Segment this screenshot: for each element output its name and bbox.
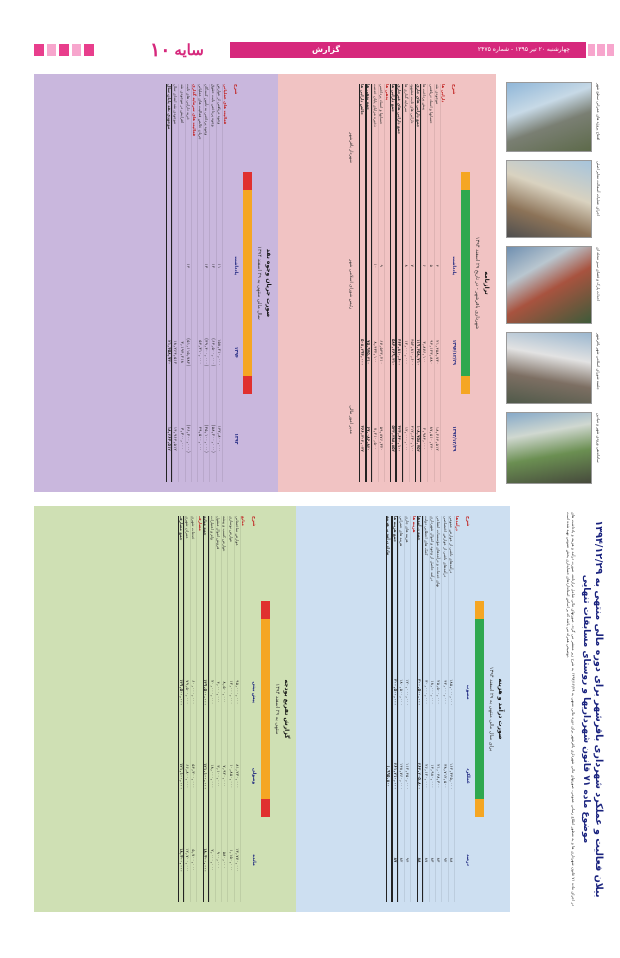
row-value: ۷ [409, 264, 415, 267]
row-label: دارایی های ثابت مشهود [409, 84, 415, 124]
row-label: جمع دارایی ها [390, 84, 396, 113]
row-value: ۷,۲۱۰,۵۰۰ [372, 427, 378, 450]
row-value: ۴۵۲,۸۱۰,۶۰۰ [409, 338, 415, 366]
row-label: هزینه های جاری [405, 516, 411, 543]
row-value: ۱۸,۲۶۴,۵۱۲ [166, 426, 172, 451]
row-value: ۱۸,۲۶۴,۵۱۲ [173, 340, 179, 365]
row-value: ۲۱,۴۵۸,۷۳۰ [166, 340, 172, 365]
budget-panel [34, 506, 296, 912]
row-value: ۱۶۲,۳۴۵,۰۰۰ [448, 762, 454, 790]
balance-panel [278, 74, 496, 492]
table-row [191, 84, 197, 482]
revenue-statement [380, 506, 510, 912]
column-header [448, 84, 456, 482]
row-value: ۴۶۴,۸۱۰,۶۰۰ [397, 338, 403, 366]
table-row [415, 84, 421, 482]
table-row [378, 84, 384, 482]
cashflow-statement [160, 74, 278, 492]
row-value: ۸۷,۵۱۰,۲۴۰ [428, 426, 434, 451]
row-value: ۷۵,۹۷۵,۳۱۰ [366, 340, 372, 365]
column-label: شرح [251, 516, 256, 527]
row-value: ۱۸,۰۰۰,۰۰۰ [430, 680, 436, 705]
revenue-panel [296, 506, 510, 912]
column-label: ۱۳۹۳/۱۲/۲۹ [451, 426, 456, 452]
photo-caption: احداث پارک و فضای سبز محله ای [596, 247, 601, 302]
row-value: ۸۷ [423, 857, 429, 863]
column-label: مانده [251, 854, 256, 866]
row-value: ۸۸ [448, 857, 454, 863]
cashflow-panel [34, 74, 278, 492]
table-row [234, 516, 240, 902]
row-label: جمع مصارف [178, 516, 184, 541]
row-value: ۲۰,۰۰۰,۰۰۰ [209, 680, 215, 705]
row-value: ۱۴,۹۸۰,۰۰۰ [430, 764, 436, 789]
row-value: ۱۲,۰۰۰,۰۰۰ [228, 680, 234, 705]
row-value: ۲,۰۰۰,۰۰۰ [209, 849, 215, 871]
row-value: ۱۸,۴۰۰,۰۰۰ [178, 847, 184, 873]
row-value: ۱۳ [204, 263, 210, 269]
row-value: ۱۱ [216, 263, 222, 269]
table-row [421, 84, 427, 482]
row-label: هزینه ها [411, 516, 417, 533]
photo-caption: افتتاح پروژه های عمرانی سطح شهر [596, 83, 601, 141]
row-value: ۱۴,۹۶۴,۵۱۲ [173, 426, 179, 451]
row-value: (۳۵,۱۰۰,۰۰۰) [204, 424, 210, 454]
statement-rows [166, 84, 228, 482]
row-value: ۱۰,۸۵۰,۰۰۰ [228, 764, 234, 789]
row-value: ۶۰,۰۰۰,۰۰۰ [191, 680, 197, 705]
row-value: ۳۰۰,۵۰۰,۰۰۰ [392, 678, 398, 706]
row-value: ۲۵,۵۰۰,۰۰۰ [436, 680, 442, 705]
table-row [417, 516, 423, 902]
news-photo [506, 160, 601, 238]
table-row [203, 516, 209, 902]
statement-banner [243, 172, 252, 395]
column-label: ۱۳۹۴/۱۲/۲۹ [451, 339, 456, 365]
table-row [435, 516, 441, 902]
row-value: ۳,۳۰۰,۰۰۰ [179, 427, 185, 450]
table-row [386, 516, 392, 902]
row-value: ۱۲۱,۱۰۰,۰۰۰ [178, 762, 184, 790]
row-label: جمع درآمدها [417, 516, 423, 541]
table-row [440, 84, 446, 482]
statement-title: صورت جریان وجوه نقد [265, 248, 272, 318]
column-label: شرح [465, 516, 470, 527]
row-value: ۱۰۸,۷۵۸,۷۵۲ [415, 425, 421, 452]
column-label: درصد [465, 854, 470, 866]
row-label: حسابها و اسناد پرداختنی [379, 84, 385, 125]
table-row [384, 84, 390, 482]
row-value: ۱۵۸,۲۱۰,۰۰۰ [216, 338, 222, 366]
row-label: جمع دارایی های غیرجاری [397, 84, 403, 135]
row-value: ۵۴,۳۱۰,۰۰۰ [198, 340, 204, 365]
table-row [185, 84, 191, 482]
budget-statement [172, 506, 296, 912]
row-label: مازاد درآمد بر هزینه [386, 516, 392, 556]
row-label: عمران شهری [185, 516, 191, 539]
row-value: ۲,۹۸۴,۰۰۰ [422, 427, 428, 450]
row-value: ۱۴۲,۸۰۰,۰۰۰ [216, 425, 222, 452]
row-value: ۳,۸۷۶,۱۰۰ [422, 341, 428, 364]
row-label: پیش پرداخت ها [422, 84, 428, 110]
table-row [398, 516, 404, 902]
row-value: ۲۱,۴۵۸,۷۳۰ [434, 340, 440, 365]
table-row [178, 516, 184, 902]
row-value: ۵۹,۸۷۶,۳۲۰ [379, 426, 385, 451]
row-value: (۶۴,۵۰۰,۰۰۰) [210, 337, 216, 367]
row-value: (۳۹,۴۰۰,۰۰۰) [204, 337, 210, 367]
row-label: موجودی نقد ابتدای سال [173, 84, 179, 124]
row-label: خدمات شهری [191, 516, 197, 540]
row-value: ۵۸۴,۲۶۹,۳۱۰ [390, 338, 396, 366]
row-value: ۳۰,۰۰۰,۰۰۰ [423, 680, 429, 705]
statement-rows [386, 516, 460, 902]
statement-title: صورت درآمد و هزینه [497, 678, 504, 740]
table-row [429, 516, 435, 902]
row-label: درآمد حاصل از وجوه و اموال شهرداری [430, 516, 436, 582]
article-body: در اجرای ماده ۷۱ قانون شهرداری ها و به منظور اطلاع رسانی عمومی، صورتهای مالی شهرداری باقرشهر برای دوره مالی منتهی به ۱۳۹۴/۱۲/۲۹ به شرح زیر منتشر می گردد. صورتهای مالی شامل ترازنامه، صورت درآمد و هزینه و یادداشت های توضیحی همراه می باشد که بر اساس استانداردهای حسابداری بخش عمومی تهیه شده است. [566, 512, 576, 906]
masthead-bar [230, 42, 586, 58]
row-label: جریان خالص فعالیت های عملیاتی [198, 84, 204, 140]
row-label: درآمدهای ناشی از عوارض عمومی [448, 516, 454, 574]
row-value: ۵۴,۳۰۰,۰۰۰ [191, 764, 197, 789]
row-value: (۵۱,۱۱۵,۷۸۲) [185, 337, 191, 367]
row-value: ۴۶۶,۳۰۲,۰۳۲ [359, 425, 365, 452]
table-row [197, 516, 203, 902]
row-value: ۵۳۳,۳۸۸,۸۵۲ [390, 425, 396, 452]
row-value: ۷,۹۲۰,۰۰۰ [222, 765, 228, 787]
row-value: ۸۸ [417, 857, 423, 863]
row-label: جمع دارایی های جاری [415, 84, 421, 128]
row-value: ۱۲,۰۰۰,۰۰۰ [403, 426, 409, 451]
table-row [209, 84, 215, 482]
statement-subtitle: منتهی به ۲۹ اسفند ۱۳۹۴ [274, 683, 280, 735]
row-value: ۶۶,۸۰۰,۰۰۰ [185, 764, 191, 789]
issue-date: چهارشنبه ۲۰ تیر ۱۳۹۵ - شماره ۲۴۷۵ [477, 46, 570, 53]
row-label: موجودی نقد [434, 84, 440, 105]
row-value: (۵۸,۲۰۰,۰۰۰) [210, 424, 216, 454]
row-value: ۱۳,۷۷۰,۰۰۰ [234, 847, 240, 873]
table-row [216, 84, 222, 482]
row-label: خرید دارایی های ثابت [185, 84, 191, 120]
table-row [366, 84, 372, 482]
row-label: جمع هزینه ها [392, 516, 398, 543]
row-value: ۲۶۱,۲۱۰,۰۰۰ [392, 762, 398, 790]
row-value: (۴۶,۲۰۰,۰۰۰) [185, 424, 191, 454]
row-value: ۲۶,۱۲۰,۰۰۰ [423, 764, 429, 789]
row-value: ۸,۴۳۲,۱۰۰ [372, 341, 378, 364]
row-label: جمع بدهی ها [366, 84, 372, 110]
row-value: ۵۰۸,۲۹۴,۰۰۰ [359, 338, 365, 366]
masthead [0, 38, 620, 62]
row-value: ۱۳۹,۵۰۰,۰۰۰ [203, 678, 209, 706]
column-label: ۱۳۹۴ [233, 346, 238, 358]
row-value: ۱,۹۹۵,۸۰۰ [386, 765, 392, 787]
table-row [427, 84, 433, 482]
row-value: ۴ [434, 264, 440, 267]
row-value: ۱۲۰,۰۰۰,۰۰۰ [405, 678, 411, 706]
table-row [172, 84, 178, 482]
row-value: ۵,۷۰۰,۰۰۰ [191, 849, 197, 871]
row-value: ۶ [422, 264, 428, 267]
row-value: ۶۷,۵۴۳,۲۱۰ [379, 340, 385, 365]
table-row [403, 84, 409, 482]
table-row [411, 516, 417, 902]
row-label: فعالیت های عملیاتی [222, 84, 228, 125]
row-value: ۸,۵۰۰,۰۰۰ [222, 681, 228, 704]
row-value: ۹۲ [442, 857, 448, 863]
row-value: ۱۴ [185, 263, 191, 269]
statement-subtitle: سال مالی منتهی به ۲۹ اسفند ۱۳۹۴ [256, 246, 262, 320]
table-row [209, 516, 215, 902]
table-row [179, 84, 185, 482]
table-row [390, 84, 396, 482]
row-label: عوارض نوسازی [228, 516, 234, 543]
row-value: ۱۲,۷۰۰,۰۰۰ [185, 847, 191, 873]
row-value: ۱۸,۰۰۰,۰۰۰ [209, 764, 215, 789]
statement-title: ترازنامه [483, 271, 490, 295]
table-row [190, 516, 196, 902]
row-label: بهای خدمات و درآمدهای مؤسسات انتفاعی [436, 516, 442, 588]
row-value: ۱۸,۲۶۴,۵۱۲ [434, 426, 440, 451]
table-row [227, 516, 233, 902]
row-value: ۳۰۰,۵۰۰,۰۰۰ [417, 678, 423, 706]
column-label: شرح [451, 84, 456, 95]
row-label: درآمدها [454, 516, 460, 531]
column-header [248, 516, 256, 902]
row-value: ۶۷,۰۸۶,۸۲۰ [366, 426, 372, 451]
row-value: ۳,۱۹۴,۲۱۸ [179, 341, 185, 364]
page-number: ۱۰ [150, 39, 171, 61]
row-value: ۱۸۰,۵۰۰,۰۰۰ [399, 678, 405, 706]
table-row [434, 84, 440, 482]
row-value: ۴,۰۰۰,۰۰۰ [216, 681, 222, 704]
row-label: حسابها و اسناد دریافتنی [428, 84, 434, 124]
news-photo [506, 412, 601, 484]
column-label: ۱۳۹۳ [233, 433, 238, 445]
table-row [197, 84, 203, 482]
row-label: وجوه پرداختی بابت حقوق [210, 84, 216, 127]
statement-banner [475, 601, 484, 817]
row-label: عوارض کسب و پیشه [222, 516, 228, 552]
logo-word: سایه [174, 41, 204, 59]
row-value: ۲۶۳,۲۰۵,۸۰۰ [417, 762, 423, 790]
row-value: ۱۱۲,۴۵۰,۰۰۰ [405, 762, 411, 790]
row-value: ۱۲,۰۰۰,۰۰۰ [403, 340, 409, 365]
row-value: ۹۴,۱۲۳,۸۸۰ [428, 340, 434, 365]
row-value: ۸۳ [436, 857, 442, 863]
table-row [397, 84, 403, 482]
row-label: جمع منابع [203, 516, 209, 536]
row-label: وجوه پرداختی به تأمین کنندگان [204, 84, 210, 136]
row-label: موجودی نقد پایان سال [166, 84, 172, 130]
signature: شهردار باقرشهر [348, 132, 354, 163]
row-label: عوارض ساختمانی [234, 516, 240, 546]
column-label: پیش بینی [251, 681, 256, 703]
row-value: ۴۲,۰۰۰,۰۰۰ [442, 680, 448, 705]
column-label: مصوب [465, 684, 470, 700]
statement-subtitle: برای سال مالی منتهی به ۲۹ اسفند ۱۳۹۴ [488, 666, 494, 752]
row-value: ۸۲ [399, 857, 405, 863]
row-value: ۹ [379, 264, 385, 267]
row-value: ۵۸۰,۰۰۰ [222, 851, 228, 869]
row-label: فروش اموال منقول [216, 516, 222, 550]
row-label: منابع [240, 516, 246, 526]
row-value: ۳,۱۰۰,۰۰۰ [216, 765, 222, 787]
photo-caption: اجرای عملیات آسفالت معابر اصلی [596, 161, 601, 217]
masthead-right-ornament [588, 44, 614, 56]
row-value: ۴۲۴,۶۳۰,۱۰۰ [397, 425, 403, 452]
row-value: ۱۸,۴۰۰,۰۰۰ [203, 847, 209, 873]
statement-title: گزارش تفریغ بودجه [283, 679, 290, 739]
row-label: افزایش در موجودی نقد [179, 84, 185, 123]
photo-caption: ساماندهی ورودی شهر و میادین [596, 413, 601, 463]
table-row [166, 84, 172, 482]
row-label: سرمایه گذاری ها [403, 84, 409, 113]
row-value: ۱۱۹,۴۵۸,۷۱۰ [415, 338, 421, 366]
row-value: ۳۸,۷۱۲,۵۰۰ [442, 764, 448, 789]
row-value: ۸۷ [392, 857, 398, 863]
statement-banner [461, 172, 470, 395]
table-row [215, 516, 221, 902]
column-label: یادداشت [451, 256, 456, 276]
table-row [359, 84, 365, 482]
row-label: خالص دارایی ها [359, 84, 365, 116]
row-value: ۹۰۰,۰۰۰ [216, 851, 222, 869]
statement-banner [261, 601, 270, 817]
row-label: فعالیت های سرمایه گذاری [191, 84, 197, 137]
column-label: عملکرد [465, 768, 470, 784]
article-headline: بیلان فعالیت و عملکرد شهرداری باقرشهر برای دوره مالی منتهی به ۱۳۹۴/۱۲/۲۹ [593, 520, 604, 898]
row-label: دارایی ها [440, 84, 446, 103]
row-value: ۵ [428, 264, 434, 267]
article-subheadline: موضوع ماده ۷۱ قانون شهرداریها و روستای مسابقات تنهایی [581, 574, 591, 844]
row-value: ۴۹,۵۰۰,۰۰۰ [198, 426, 204, 451]
table-row [203, 84, 209, 482]
row-label: بدهی ها [385, 84, 391, 101]
photo-column [496, 74, 606, 492]
table-row [222, 84, 228, 482]
column-header [230, 84, 238, 482]
table-row [392, 516, 398, 902]
row-label: مصارف [197, 516, 203, 531]
row-label: وجوه دریافتی از عوارض [216, 84, 222, 125]
row-value: ۸ [403, 264, 409, 267]
row-label: هزینه های عمرانی [399, 516, 405, 547]
row-value: ۱۴۸,۷۶۰,۰۰۰ [399, 762, 405, 790]
row-value: ۴۱۲,۶۳۰,۱۰۰ [409, 425, 415, 452]
signature: رئیس شورای اسلامی شهر [348, 259, 354, 310]
column-header [462, 516, 470, 902]
headline-column [510, 506, 606, 912]
row-value: ۹۴ [405, 857, 411, 863]
table-row [221, 516, 227, 902]
newspaper-logo [150, 38, 226, 62]
statement-rows [178, 516, 246, 902]
photo-caption: جلسه شورای اسلامی شهر باقرشهر [596, 333, 601, 390]
news-photo [506, 246, 601, 324]
row-value: ۸۳ [430, 857, 436, 863]
statement-rows [359, 84, 446, 482]
row-value: ۱۸۵,۰۰۰,۰۰۰ [448, 678, 454, 706]
table-row [454, 516, 460, 902]
row-value: ۷۹,۵۰۰,۰۰۰ [185, 680, 191, 705]
row-label: کمک های اعطایی دولت [423, 516, 429, 556]
article-header [566, 506, 606, 912]
row-value: ۱۳۹,۵۰۰,۰۰۰ [178, 678, 184, 706]
table-row [240, 516, 246, 902]
column-label: وصولی [251, 768, 256, 785]
row-value: ۱,۱۵۰,۰۰۰ [228, 849, 234, 871]
table-row [448, 516, 454, 902]
signature-row [348, 84, 353, 482]
row-value: ۲۱,۰۴۸,۳۰۰ [436, 764, 442, 789]
table-row [372, 84, 378, 482]
row-value: ۱۲ [210, 263, 216, 269]
row-value: ۹۵,۰۰۰,۰۰۰ [234, 680, 240, 705]
table-row [409, 84, 415, 482]
news-photo [506, 82, 601, 152]
news-photo [506, 332, 601, 404]
row-label: وام و اعتبارات [209, 516, 215, 540]
masthead-left-ornament [34, 44, 94, 56]
row-label: ذخیره مزایای پایان خدمت [372, 84, 378, 127]
column-label: یادداشت [233, 256, 238, 276]
column-label: شرح [233, 84, 238, 95]
signature: مدیر امور مالی [348, 405, 354, 434]
table-row [423, 516, 429, 902]
table-row [184, 516, 190, 902]
balance-statement [342, 74, 496, 492]
section-name: گزارش [312, 45, 341, 54]
table-row [404, 516, 410, 902]
statement-subtitle: شهرداری باقرشهر - در تاریخ ۲۹ اسفند ۱۳۹۴ [474, 236, 480, 330]
row-label: درآمدهای ناشی از عوارض اختصاصی [442, 516, 448, 578]
table-row [441, 516, 447, 902]
row-value: ۱۰ [372, 263, 378, 269]
row-value: ۸۱,۲۳۰,۰۰۰ [234, 764, 240, 789]
row-value: ۱۲۱,۱۰۰,۰۰۰ [203, 762, 209, 790]
